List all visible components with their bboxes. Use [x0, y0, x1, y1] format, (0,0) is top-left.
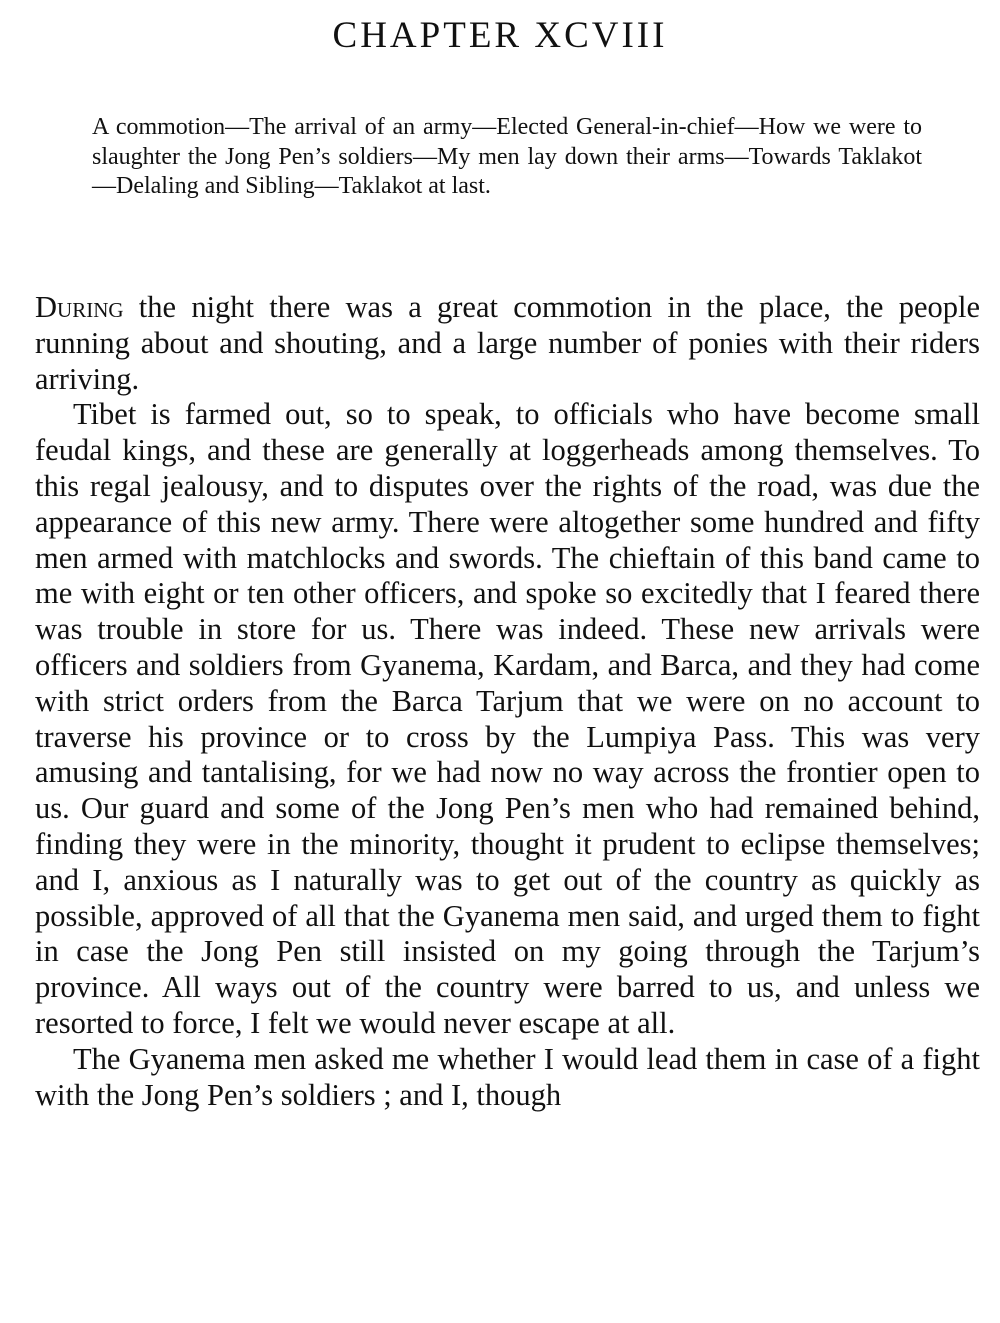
chapter-title: CHAPTER XCVIII: [332, 15, 668, 56]
chapter-synopsis: A commotion—The arrival of an army—Elected General-in-chief—How we were to slaughter the Jong Pen’s soldiers—My men lay down their arms—Towards Taklakot—Delaling and Sibling—Taklakot at last.: [92, 114, 922, 199]
paragraph-3: The Gyanema men asked me whether I would lead them in case of a fight with the Jong Pen’s soldiers ; and I, though: [35, 1041, 980, 1112]
paragraph-1: [35, 290, 980, 397]
opening-word: During: [35, 290, 124, 324]
chapter-body: [35, 290, 980, 1113]
paragraph-2: Tibet is farmed out, so to speak, to officials who have become small feudal kings, and these are generally at loggerheads among themselves. To this regal jealousy, and to disputes over the rights of the road, was due the appearance of this new army. There were altogether some hundred and fifty men armed with matchlocks and swords. The chieftain of this band came to me with eight or ten other officers, and spoke so excitedly that I feared there was trouble in store for us. There was indeed. These new arrivals were officers and soldiers from Gyanema, Kardam, and Barca, and they had come with strict orders from the Barca Tarjum that we were on no account to traverse his province or to cross by the Lumpiya Pass. This was very amusing and tantalising, for we had now no way across the frontier open to us. Our guard and some of the Jong Pen’s men who had remained behind, finding they were in the minority, thought it prudent to eclipse themselves; and I, anxious as I naturally was to get out of the country as quickly as possible, approved of all that the Gyanema men said, and urged them to fight in case the Jong Pen still insisted on my going through the Tarjum’s province. All ways out of the country were barred to us, and unless we resorted to force, I felt we would never escape at all.: [35, 397, 980, 1040]
paragraph-1-text: the night there was a great commotion in the place, the people running about and shouting, and a large number of ponies with their riders arriving.: [35, 290, 980, 396]
